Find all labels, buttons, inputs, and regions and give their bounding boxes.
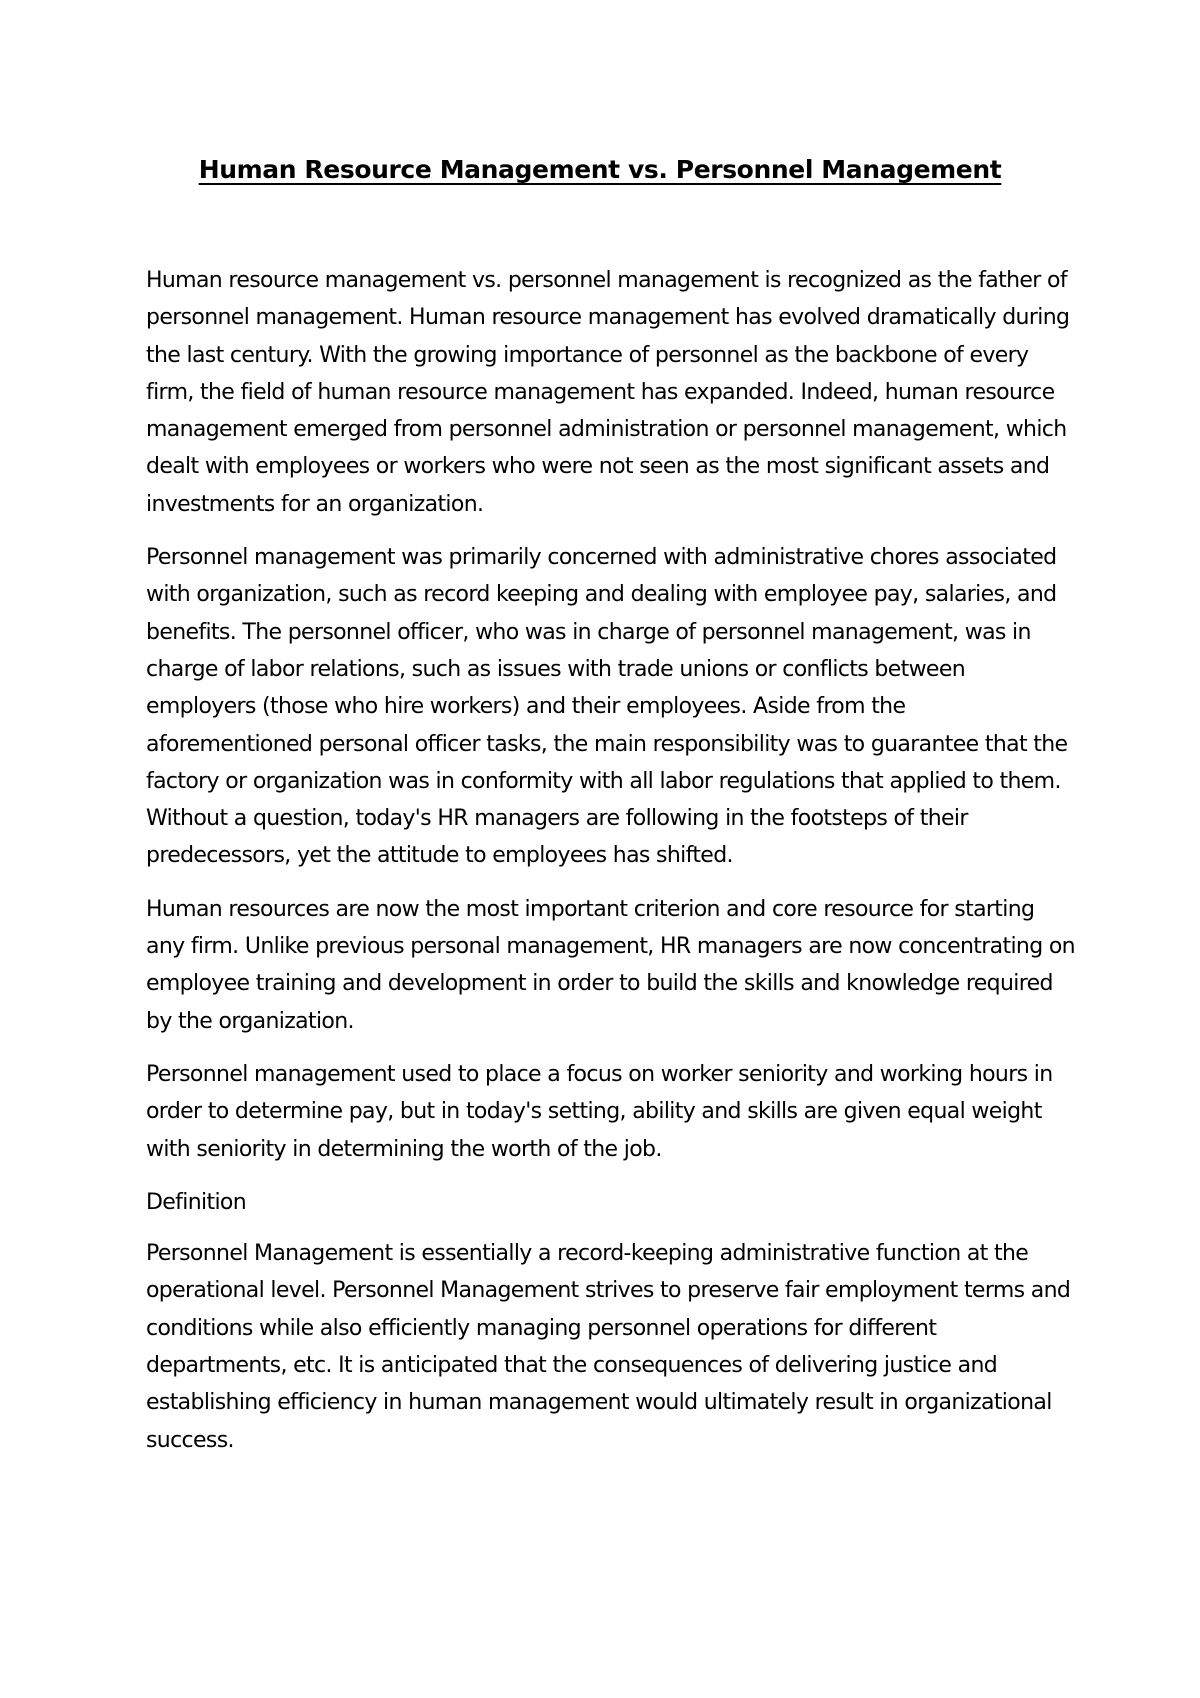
document-body — [146, 262, 1076, 1475]
paragraph-personnel-management: Personnel management was primarily concerned with administrative chores associated with organization, such as record keeping and dealing with employee pay, salaries, and benefits. The personnel officer, who was in charge of personnel management, was in charge of labor relations, such as issues with trade unions or conflicts between employers (those who hire workers) and their employees. Aside from the aforementioned personal officer tasks, the main responsibility was to guarantee that the factory or organization was in conformity with all labor regulations that applied to them. Without a question, today's HR managers are following in the footsteps of their predecessors, yet the attitude to employees has shifted. — [146, 545, 1068, 869]
page-title: Human Resource Management vs. Personnel Management — [198, 155, 1002, 184]
definition-heading: Definition — [146, 1189, 247, 1215]
definition-paragraph: Personnel Management is essentially a record-keeping administrative function at the operational level. Personnel Management strives to preserve fair employment terms and conditions while also efficiently managing personnel operations for different departments, etc. It is anticipated that the consequences of delivering justice and establishing efficiency in human management would ultimately result in organizational success. — [146, 1241, 1071, 1453]
paragraph-seniority: Personnel management used to place a focus on worker seniority and working hours in order to determine pay, but in today's setting, ability and skills are given equal weight with seniority in determining the worth of the job. — [146, 1061, 1053, 1162]
paragraph-intro: Human resource management vs. personnel management is recognized as the father of personnel management. Human resource management has evolved dramatically during the last century. With the growing importance of personnel as the backbone of every firm, the field of human resource management has expanded. Indeed, human resource management emerged from personnel administration or personnel management, which dealt with employees or workers who were not seen as the most significant assets and investments for an organization. — [146, 268, 1070, 517]
paragraph-human-resources: Human resources are now the most important criterion and core resource for starting any firm. Unlike previous personal management, HR managers are now concentrating on employee training and development in order to build the skills and knowledge required by the organization. — [146, 896, 1075, 1034]
